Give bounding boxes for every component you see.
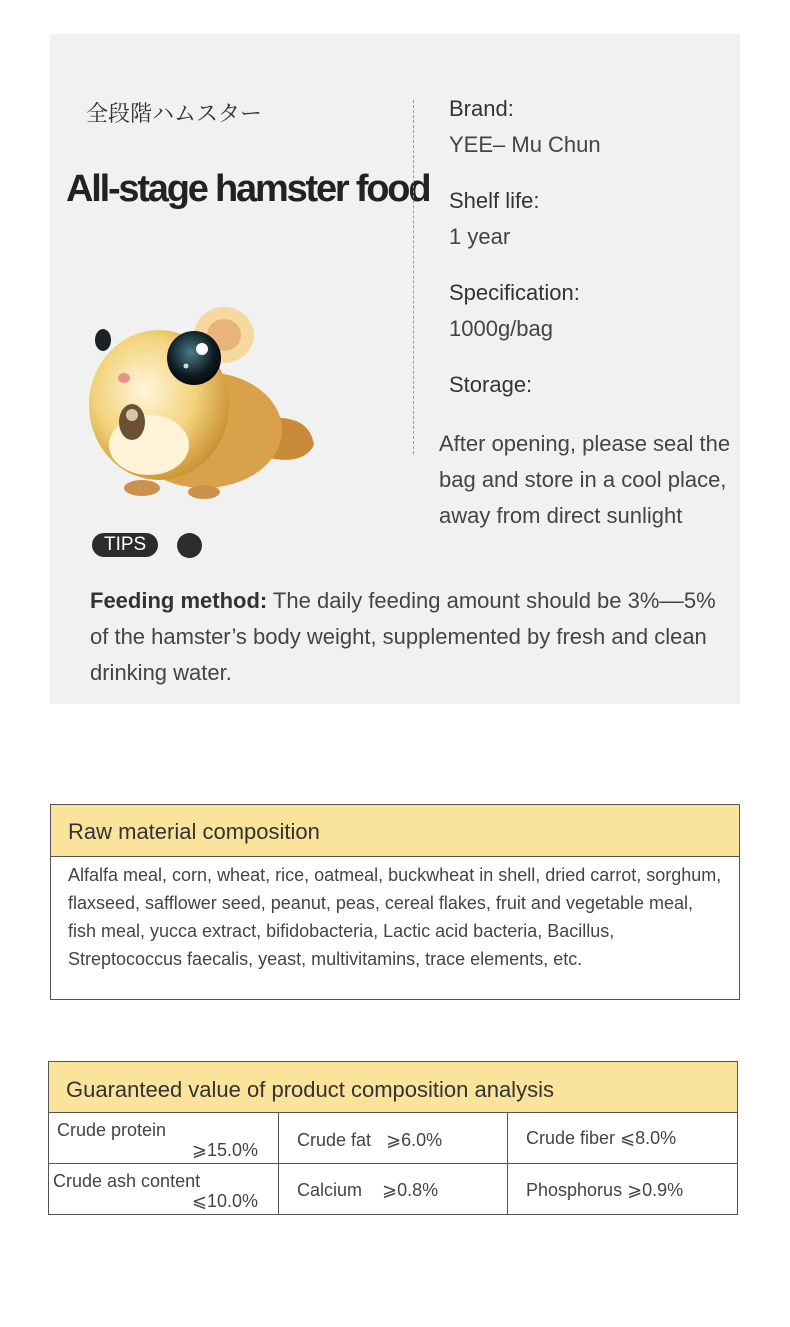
composition-analysis-table xyxy=(48,1061,738,1215)
feeding-method-text: The daily feeding amount should be 3%––5% of the hamster’s body weight, supplemented by fresh and clean drinking water. xyxy=(90,588,716,685)
product-title: All-stage hamster food xyxy=(66,168,430,210)
specification-value: 1000g/bag xyxy=(449,316,553,341)
phosphorus-text: Phosphorus ⩾0.9% xyxy=(526,1180,684,1200)
crude-fat-cell xyxy=(279,1113,508,1163)
shelf-life-value: 1 year xyxy=(449,224,511,249)
storage-value: After opening, please seal the bag and store in a cool place, away from direct sunlight xyxy=(439,431,731,528)
raw-material-text: Alfalfa meal, corn, wheat, rice, oatmeal, buckwheat in shell, dried carrot, sorghum, flaxseed, safflower seed, peanut, peas, cereal flakes, fruit and vegetable meal, fish meal, yucca extract, bifidobacteria, Lactic acid bacteria, Bacillus, Streptococcus faecalis, yeast, multivitamins, trace elements, etc. xyxy=(68,865,722,969)
crude-ash-value: ⩽10.0% xyxy=(191,1191,258,1211)
raw-material-heading: Raw material composition xyxy=(51,805,739,857)
brand-label: Brand: xyxy=(449,96,514,121)
specification-label: Specification: xyxy=(449,280,580,305)
phosphorus-cell xyxy=(508,1164,737,1214)
table-row xyxy=(49,1164,737,1214)
crude-protein-cell xyxy=(49,1113,279,1163)
brand-value: YEE– Mu Chun xyxy=(449,132,601,157)
tips-badge: TIPS xyxy=(92,533,158,557)
table-row xyxy=(49,1113,737,1164)
dashed-divider xyxy=(413,100,414,454)
crude-ash-cell xyxy=(49,1164,279,1214)
product-info-panel xyxy=(50,34,740,704)
crude-protein-label: Crude protein xyxy=(57,1120,167,1140)
crude-fat-text: Crude fat ⩾6.0% xyxy=(297,1130,443,1150)
crude-ash-label: Crude ash content xyxy=(53,1171,201,1191)
calcium-text: Calcium ⩾0.8% xyxy=(297,1180,439,1200)
hamster-illustration xyxy=(74,260,324,510)
calcium-cell xyxy=(279,1164,508,1214)
composition-analysis-heading: Guaranteed value of product composition analysis xyxy=(49,1062,737,1113)
raw-material-table xyxy=(50,804,740,1000)
storage-label: Storage: xyxy=(449,372,533,397)
feeding-method-label: Feeding method: xyxy=(90,588,268,613)
tips-dot xyxy=(177,533,202,558)
crude-fiber-text: Crude fiber ⩽8.0% xyxy=(526,1128,677,1148)
feeding-method xyxy=(90,583,730,691)
product-specs xyxy=(449,96,749,398)
crude-fiber-cell xyxy=(508,1113,737,1163)
japanese-title: 全段階ハムスター xyxy=(86,102,263,127)
crude-protein-value: ⩾15.0% xyxy=(191,1140,258,1160)
shelf-life-label: Shelf life: xyxy=(449,188,540,213)
